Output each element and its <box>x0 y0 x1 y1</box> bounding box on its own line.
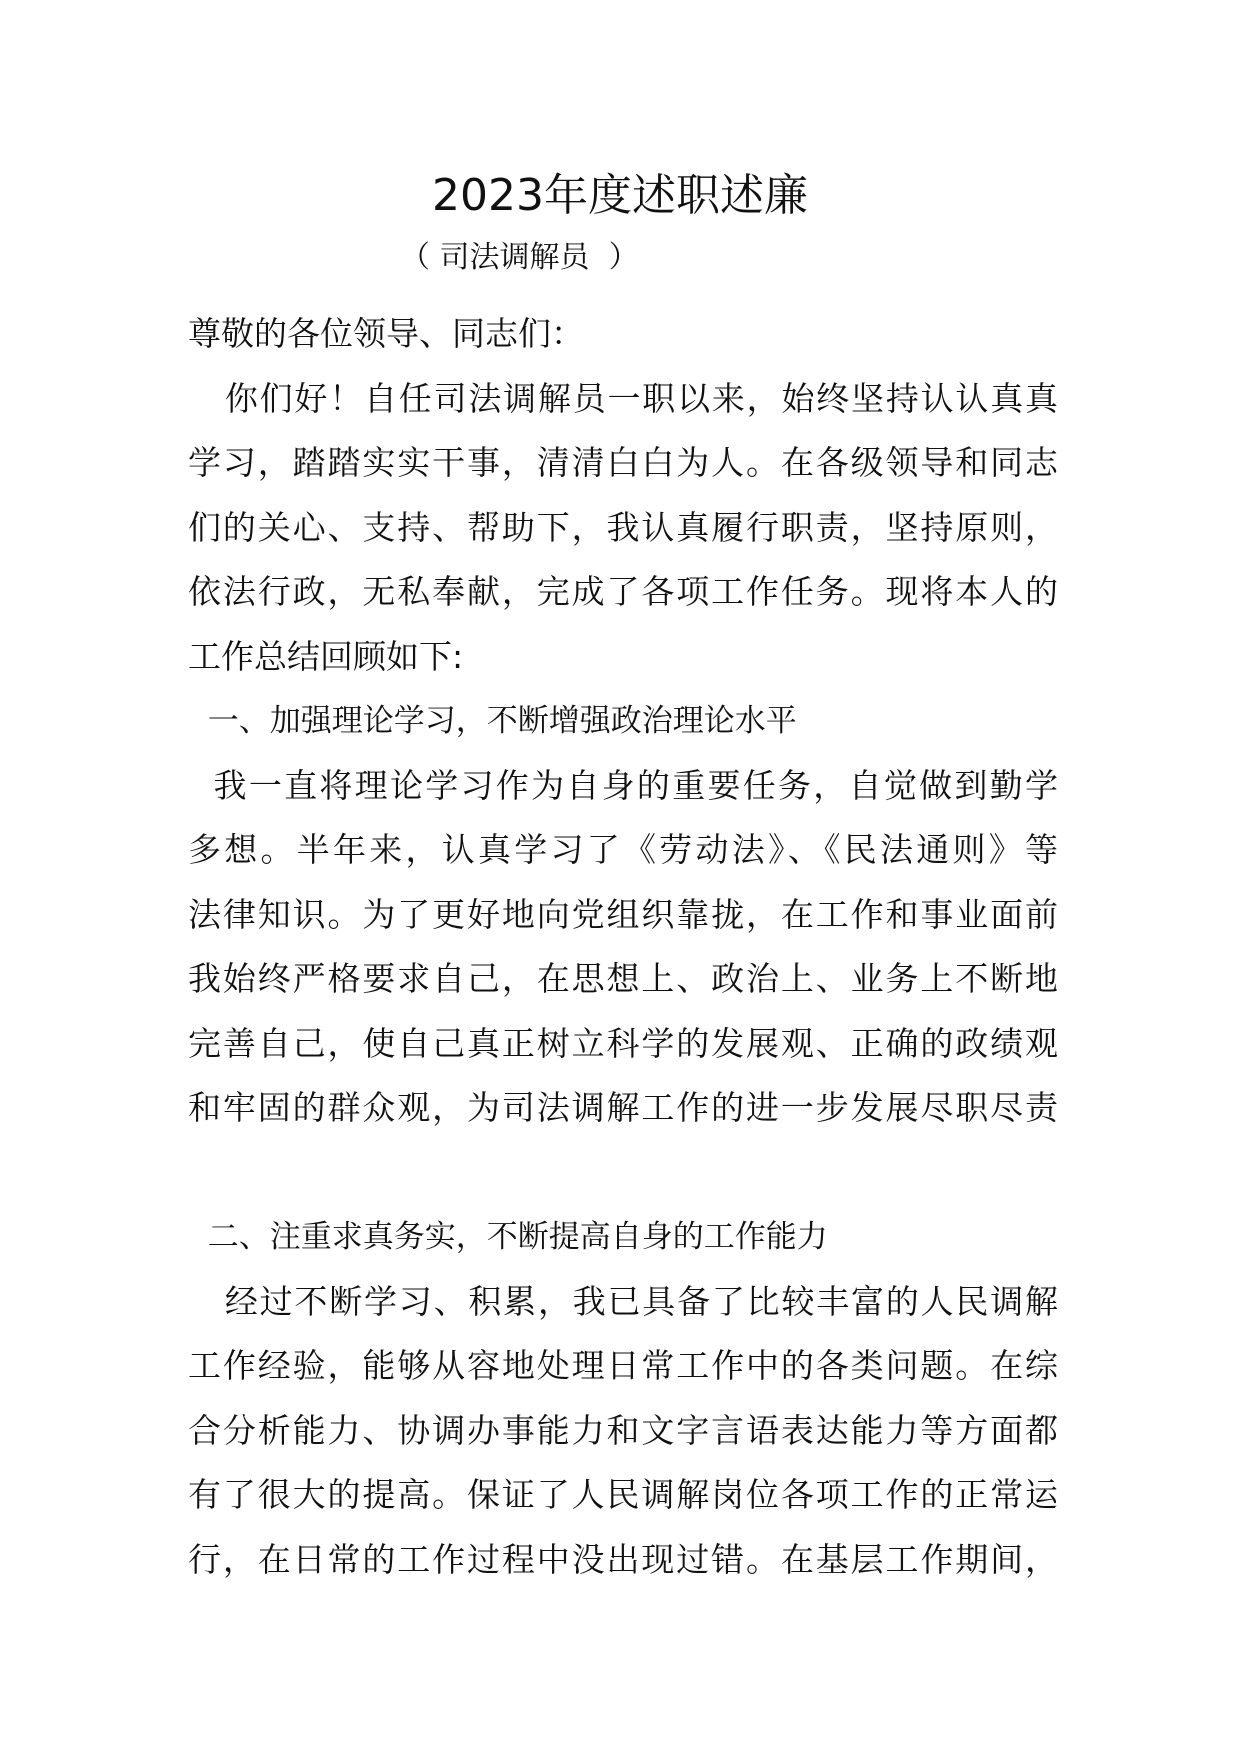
section2-line: 工作经验，能够从容地处理日常工作中的各类问题。在综 <box>188 1346 1058 1385</box>
section1-line: 完善自己，使自己真正树立科学的发展观、正确的政绩观 <box>188 1023 1058 1063</box>
greeting: 尊敬的各位领导、同志们： <box>188 314 584 353</box>
paragraph-gap <box>188 1141 1058 1206</box>
section1-line: 我始终严格要求自己，在思想上、政治上、业务上不断地 <box>188 959 1058 998</box>
section-heading-1: 一、加强理论学习，不断增强政治理论水平 <box>188 703 797 739</box>
document-title: 2023年度述职述廉 <box>432 170 808 221</box>
section2-line: 有了很大的提高。保证了人民调解岗位各项工作的正常运 <box>188 1475 1058 1514</box>
section1-line: 法律知识。为了更好地向党组织靠拢，在工作和事业面前 <box>188 894 1058 934</box>
section1-line: 和牢固的群众观，为司法调解工作的进一步发展尽职尽责 <box>188 1088 1058 1127</box>
section1-line: 我一直将理论学习作为自身的重要任务，自觉做到勤学 <box>188 765 1058 805</box>
document-subtitle: （ 司法调解员 ） <box>400 240 639 275</box>
intro-line: 你们好！自任司法调解员一职以来，始终坚持认认真真 <box>188 378 1058 418</box>
intro-line: 们的关心、支持、帮助下，我认真履行职责，坚持原则， <box>188 507 1058 547</box>
section-heading-2: 二、注重求真务实，不断提高自身的工作能力 <box>188 1219 828 1255</box>
section2-line: 行，在日常的工作过程中没出现过错。在基层工作期间， <box>188 1539 1058 1579</box>
section1-line: 多想。半年来，认真学习了《劳动法》、《民法通则》等 <box>188 830 1058 869</box>
section2-line: 经过不断学习、积累，我已具备了比较丰富的人民调解 <box>188 1281 1058 1321</box>
document-body <box>188 302 1058 1592</box>
intro-line: 学习，踏踏实实干事，清清白白为人。在各级领导和同志 <box>188 443 1058 482</box>
section2-line: 合分析能力、协调办事能力和文字言语表达能力等方面都 <box>188 1410 1058 1450</box>
intro-line: 工作总结回顾如下: <box>188 636 464 676</box>
intro-line: 依法行政，无私奉献，完成了各项工作任务。现将本人的 <box>188 572 1058 611</box>
